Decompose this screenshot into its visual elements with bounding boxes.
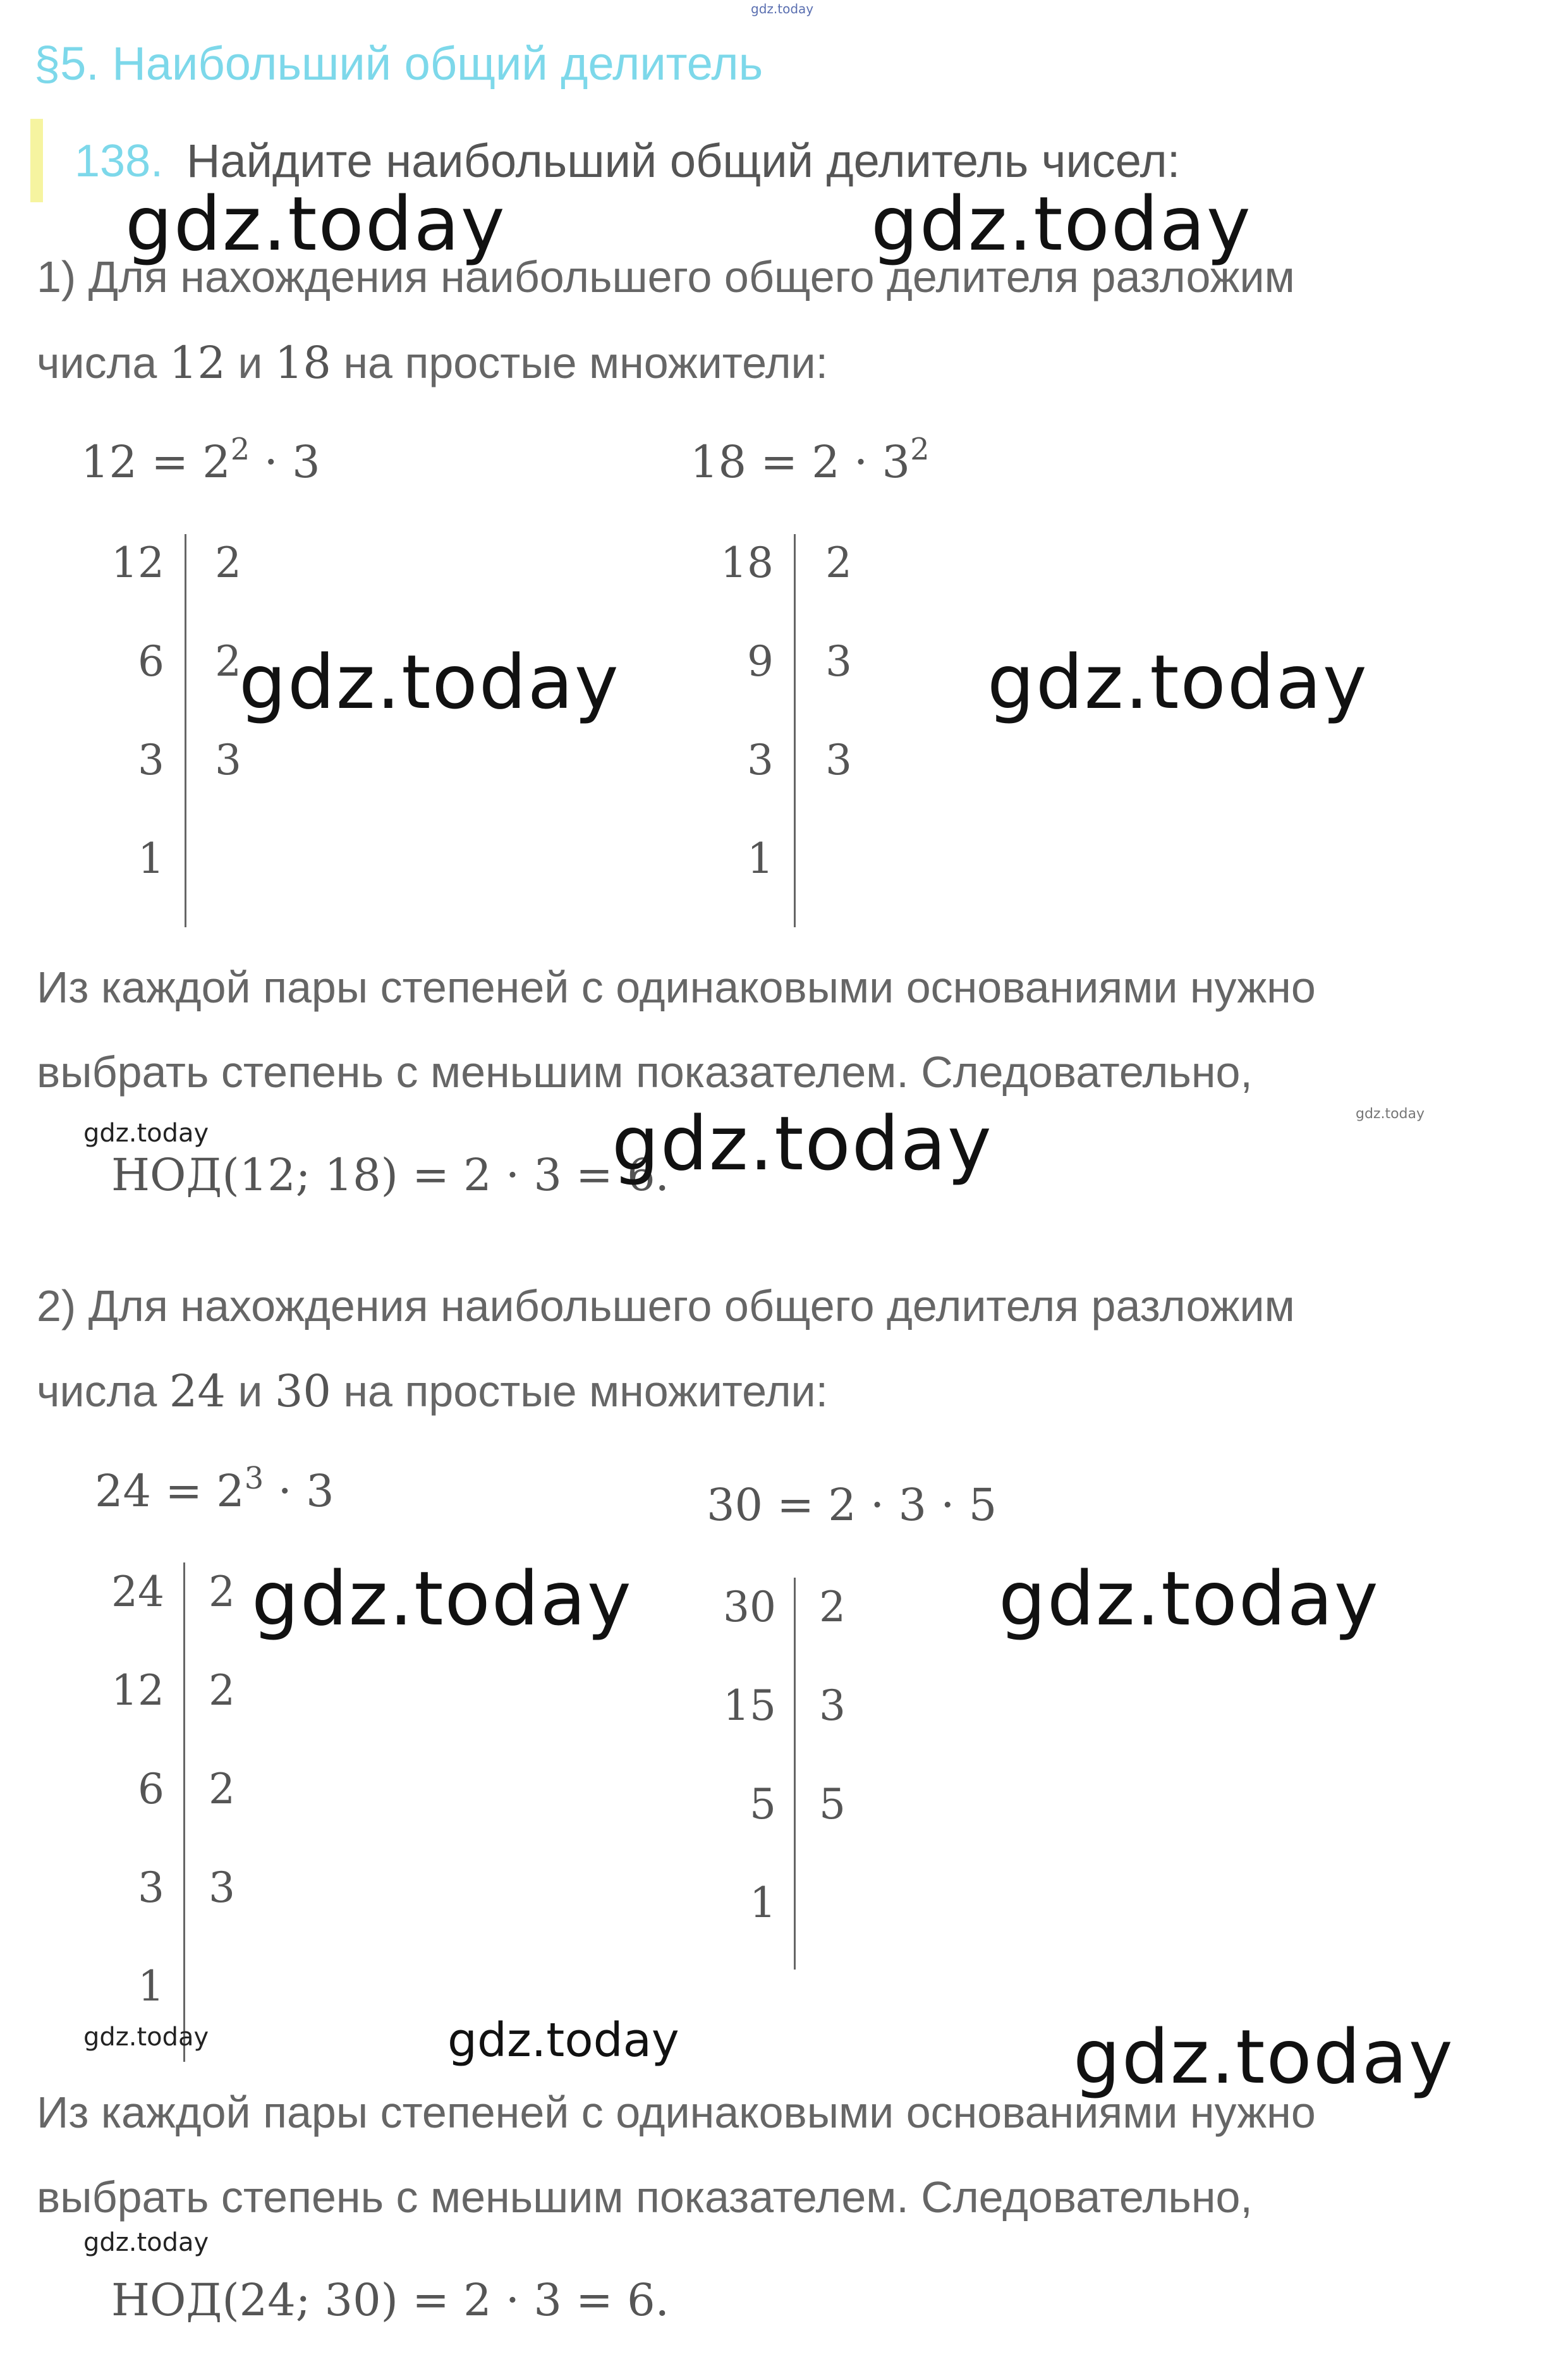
watermark: gdz.today <box>125 180 506 267</box>
table-number: 15 <box>723 1681 776 1730</box>
table-divider-line <box>185 534 186 927</box>
watermark: gdz.today <box>83 1119 209 1148</box>
table-number: 6 <box>138 637 164 686</box>
table-divider-line <box>183 1562 185 2062</box>
table-number: 30 <box>723 1583 776 1631</box>
table-divisor: 2 <box>819 1583 846 1631</box>
table-number: 1 <box>747 834 774 883</box>
watermark: gdz.today <box>871 180 1252 267</box>
table-number: 6 <box>138 1765 164 1813</box>
table-number: 1 <box>750 1879 776 1927</box>
table-number: 18 <box>720 539 774 587</box>
part1-equation-left: $12 = 2^2 \cdot 3$ <box>81 432 320 488</box>
table-divisor: 3 <box>819 1681 846 1730</box>
watermark: gdz.today <box>1356 1106 1425 1122</box>
table-number: 12 <box>111 1666 164 1715</box>
part1-intro-line1: 1) Для нахождения наибольшего общего делителя разложим <box>37 252 1295 301</box>
watermark: gdz.today <box>239 638 620 726</box>
task-text: Найдите наибольший общий делитель чисел: <box>186 135 1181 187</box>
part1-equation-right: $18 = 2 \cdot 3^2$ <box>690 432 930 488</box>
part2-equation-right: 30 = 2 · 3 · 5 <box>707 1479 997 1531</box>
table-number: 1 <box>138 834 164 883</box>
part1-result: НОД(12; 18) = 2 · 3 = 6. <box>111 1149 669 1201</box>
part2-intro-line1: 2) Для нахождения наибольшего общего делителя разложим <box>37 1281 1295 1331</box>
task-highlight-bar <box>30 119 43 202</box>
table-divisor: 2 <box>825 539 852 587</box>
part1-conclusion-line1: Из каждой пары степеней с одинаковыми основаниями нужно <box>37 963 1316 1012</box>
table-divisor: 2 <box>209 1666 235 1715</box>
table-divisor: 3 <box>825 736 852 784</box>
watermark: gdz.today <box>447 2013 679 2068</box>
section-title: §5. Наибольший общий делитель <box>34 37 763 90</box>
table-divider-line <box>794 534 796 927</box>
table-number: 5 <box>750 1780 776 1829</box>
watermark: gdz.today <box>999 1555 1380 1642</box>
table-divisor: 3 <box>825 637 852 686</box>
part1-conclusion-line2: выбрать степень с меньшим показателем. Следовательно, <box>37 1047 1253 1097</box>
table-divisor: 5 <box>819 1780 846 1829</box>
part1-intro-line2: числа 12 и 18 на простые множители: <box>37 337 829 389</box>
table-number: 24 <box>111 1568 164 1616</box>
watermark-top: gdz.today <box>751 1 814 16</box>
part2-equation-left: $24 = 2^3 \cdot 3$ <box>95 1461 334 1517</box>
table-divider-line <box>794 1578 796 1970</box>
watermark: gdz.today <box>1073 2013 1454 2100</box>
table-number: 3 <box>747 736 774 784</box>
part2-result: НОД(24; 30) = 2 · 3 = 6. <box>111 2274 669 2326</box>
watermark: gdz.today <box>987 638 1368 726</box>
table-divisor: 2 <box>209 1765 235 1813</box>
part2-intro-line2: числа 24 и 30 на простые множители: <box>37 1365 829 1417</box>
task-number: 138. <box>75 136 164 186</box>
watermark: gdz.today <box>252 1555 633 1642</box>
watermark: gdz.today <box>612 1100 993 1187</box>
watermark: gdz.today <box>83 2023 209 2052</box>
table-number: 9 <box>747 637 774 686</box>
table-divisor: 3 <box>209 1863 235 1912</box>
table-divisor: 2 <box>215 539 241 587</box>
table-number: 3 <box>138 736 164 784</box>
table-number: 1 <box>138 1962 164 2011</box>
watermark: gdz.today <box>83 2228 209 2257</box>
table-divisor: 3 <box>215 736 241 784</box>
part2-conclusion-line2: выбрать степень с меньшим показателем. Следовательно, <box>37 2172 1253 2222</box>
table-divisor: 2 <box>209 1568 235 1616</box>
table-number: 3 <box>138 1863 164 1912</box>
part2-conclusion-line1: Из каждой пары степеней с одинаковыми основаниями нужно <box>37 2088 1316 2137</box>
table-number: 12 <box>111 539 164 587</box>
table-divisor: 2 <box>215 637 241 686</box>
